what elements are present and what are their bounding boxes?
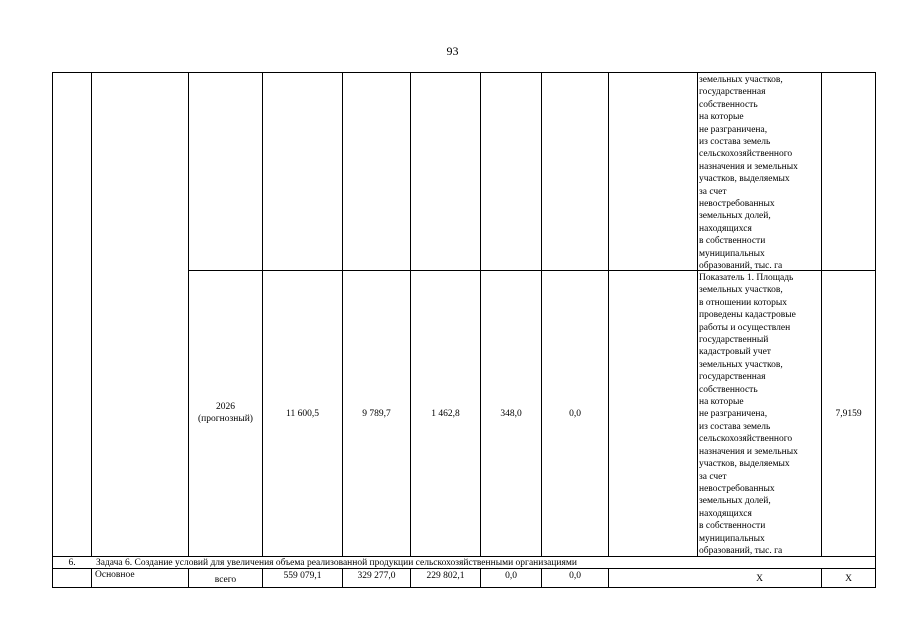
year-note: (прогнозный) xyxy=(198,414,253,425)
year-value: 2026 xyxy=(216,402,235,412)
column-border xyxy=(821,72,822,557)
indicator-description-continued: земельных участков, государственная собственность на которые не разграничена, из состава земель сельскохозяйственного назначения и земельных участков, выделяемых за счет невостребованных земельных долей, находящихся в собственности муниципальных образований, тыс. га xyxy=(699,75,798,272)
col6-cell: 0,0 xyxy=(569,571,581,581)
column-border xyxy=(697,72,698,557)
col4-cell: 1 462,8 xyxy=(431,409,460,419)
col3-cell: 329 277,0 xyxy=(357,571,396,581)
year-cell xyxy=(189,401,262,426)
col4-cell: 229 802,1 xyxy=(426,571,465,581)
total-cell: 559 079,1 xyxy=(283,571,322,581)
col6-cell: 0,0 xyxy=(569,409,581,419)
column-border xyxy=(608,568,609,588)
total-cell: 11 600,5 xyxy=(286,409,319,419)
col5-cell: 0,0 xyxy=(505,571,517,581)
column-border xyxy=(188,72,189,557)
col3-cell: 9 789,7 xyxy=(362,409,391,419)
column-border xyxy=(52,72,53,588)
indicator-cell: X xyxy=(756,574,763,584)
column-border xyxy=(262,72,263,557)
column-border xyxy=(410,72,411,557)
column-border xyxy=(480,72,481,557)
task-title: Задача 6. Создание условий для увеличения объема реализованной продукции сельскохозяйственными организациями xyxy=(96,558,577,568)
indicator-description: Показатель 1. Площадь земельных участков, в отношении которых проведены кадастровые работы и осуществлен государственный кадастровый учет земельных участков, государственная собственность на которые не разграничена, из состава земель сельскохозяйственного назначения и земельных участков, выделяемых за счет невостребованных земельных долей, находящихся в собственности муниципальных образований, тыс. га xyxy=(699,273,798,556)
period-cell: всего xyxy=(214,575,237,585)
col5-cell: 348,0 xyxy=(500,409,522,419)
table-border-bottom xyxy=(52,587,876,588)
column-border xyxy=(342,72,343,557)
column-border xyxy=(541,72,542,557)
task-number: 6. xyxy=(68,558,76,568)
column-border xyxy=(91,72,92,557)
event-name-cell: Основное xyxy=(95,570,135,580)
indicator-value-cell: X xyxy=(845,574,852,584)
indicator-value-cell: 7,9159 xyxy=(835,409,862,419)
table-border-top xyxy=(52,72,876,73)
column-border xyxy=(875,72,876,588)
page-number: 93 xyxy=(446,44,459,58)
column-border xyxy=(608,72,609,557)
column-border xyxy=(91,568,92,588)
